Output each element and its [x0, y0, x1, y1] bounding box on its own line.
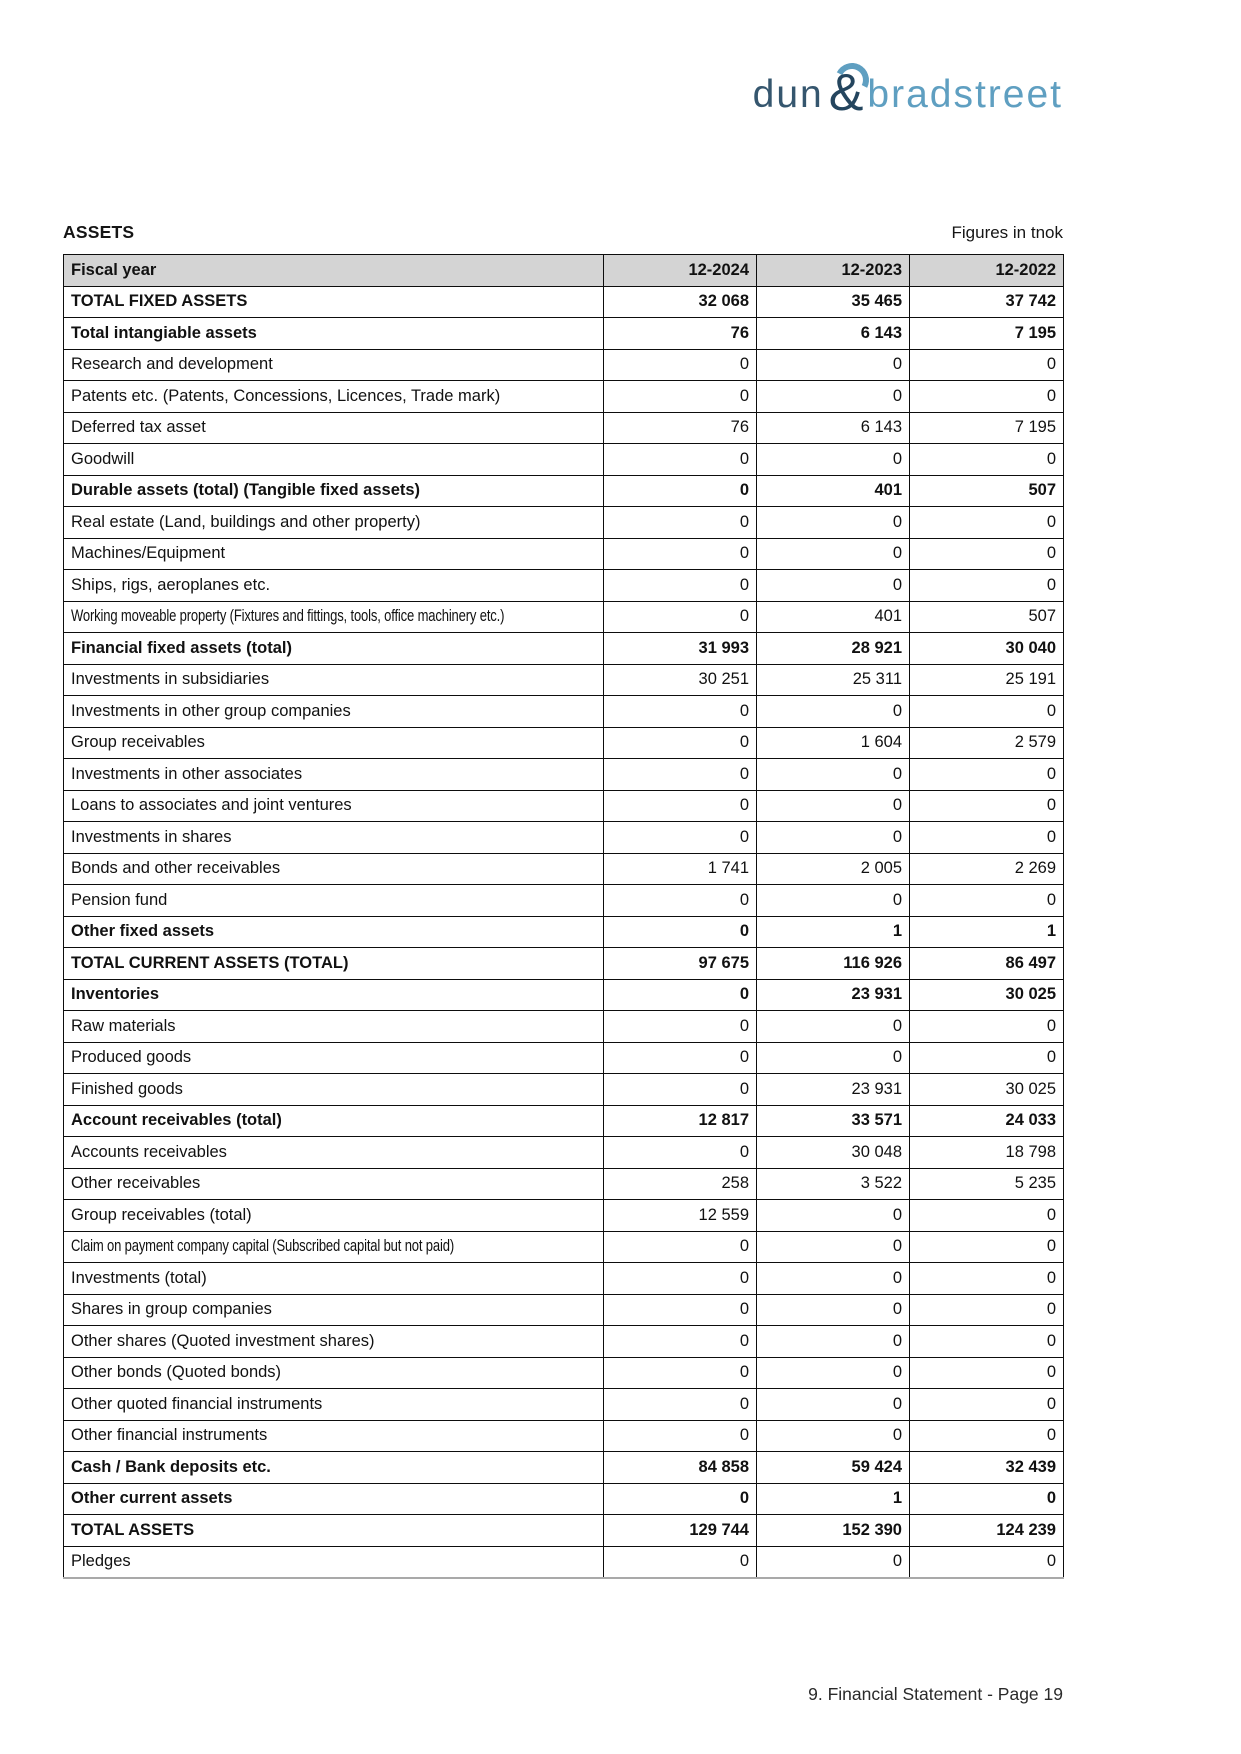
- row-label: TOTAL FIXED ASSETS: [71, 292, 248, 311]
- table-row: [64, 1168, 1064, 1200]
- row-value-2023: 401: [757, 475, 910, 507]
- row-label: Loans to associates and joint ventures: [71, 796, 352, 815]
- row-value-2022: 0: [910, 1011, 1064, 1043]
- logo-text-dun: dun: [752, 73, 824, 116]
- row-value-2024: 0: [604, 822, 757, 854]
- table-row: [64, 1357, 1064, 1389]
- table-row: [64, 1200, 1064, 1232]
- row-label: Cash / Bank deposits etc.: [71, 1457, 271, 1476]
- row-value-2022: 2 579: [910, 727, 1064, 759]
- table-row: [64, 1042, 1064, 1074]
- row-value-2024: 30 251: [604, 664, 757, 696]
- table-title-row: [63, 222, 1063, 243]
- row-value-2022: 0: [910, 1231, 1064, 1263]
- row-label: Investments in other group companies: [71, 701, 351, 720]
- table-row: [64, 538, 1064, 570]
- table-row: [64, 790, 1064, 822]
- row-value-2023: 0: [757, 696, 910, 728]
- row-value-2023: 0: [757, 381, 910, 413]
- row-label: Finished goods: [71, 1079, 183, 1098]
- row-value-2024: 0: [604, 444, 757, 476]
- row-value-2022: 37 742: [910, 286, 1064, 318]
- row-label: Durable assets (total) (Tangible fixed assets): [71, 481, 421, 500]
- row-value-2022: 2 269: [910, 853, 1064, 885]
- table-row: [64, 885, 1064, 917]
- row-value-2024: 0: [604, 570, 757, 602]
- row-value-2023: 59 424: [757, 1452, 910, 1484]
- row-value-2022: 0: [910, 696, 1064, 728]
- table-row: [64, 759, 1064, 791]
- row-value-2022: 0: [910, 444, 1064, 476]
- row-value-2022: 0: [910, 1420, 1064, 1452]
- row-value-2022: 25 191: [910, 664, 1064, 696]
- row-value-2022: 5 235: [910, 1168, 1064, 1200]
- assets-table-body: [64, 286, 1064, 1578]
- row-value-2024: 12 817: [604, 1105, 757, 1137]
- row-value-2024: 76: [604, 318, 757, 350]
- row-value-2022: 507: [910, 475, 1064, 507]
- row-value-2023: 0: [757, 444, 910, 476]
- row-value-2023: 1 604: [757, 727, 910, 759]
- row-value-2024: 0: [604, 538, 757, 570]
- logo-ampersand-icon: &: [828, 64, 864, 122]
- row-value-2022: 0: [910, 885, 1064, 917]
- row-value-2023: 0: [757, 1042, 910, 1074]
- row-label: Group receivables: [71, 733, 205, 752]
- row-value-2023: 3 522: [757, 1168, 910, 1200]
- row-label: Goodwill: [71, 449, 135, 468]
- table-header-row: [64, 255, 1064, 287]
- row-value-2024: 0: [604, 507, 757, 539]
- table-row: [64, 444, 1064, 476]
- row-value-2022: 7 195: [910, 412, 1064, 444]
- row-value-2023: 0: [757, 885, 910, 917]
- row-value-2023: 0: [757, 1294, 910, 1326]
- assets-table: [63, 254, 1064, 1579]
- table-row: [64, 381, 1064, 413]
- row-label: Other quoted financial instruments: [71, 1394, 323, 1413]
- table-row: [64, 853, 1064, 885]
- row-value-2024: 0: [604, 1420, 757, 1452]
- row-label: Group receivables (total): [71, 1205, 252, 1224]
- row-value-2022: 0: [910, 1263, 1064, 1295]
- row-value-2023: 23 931: [757, 1074, 910, 1106]
- row-value-2022: 0: [910, 1294, 1064, 1326]
- page-footer: [63, 1684, 1063, 1705]
- table-row: [64, 1105, 1064, 1137]
- row-value-2022: 86 497: [910, 948, 1064, 980]
- table-row: [64, 507, 1064, 539]
- row-value-2022: 30 040: [910, 633, 1064, 665]
- row-value-2022: 18 798: [910, 1137, 1064, 1169]
- column-header-fiscal-year: Fiscal year: [64, 255, 604, 287]
- table-row: [64, 1294, 1064, 1326]
- row-value-2023: 0: [757, 822, 910, 854]
- row-value-2023: 6 143: [757, 318, 910, 350]
- row-value-2024: 0: [604, 475, 757, 507]
- row-value-2024: 32 068: [604, 286, 757, 318]
- row-value-2022: 24 033: [910, 1105, 1064, 1137]
- row-label: Total intangiable assets: [71, 323, 257, 342]
- logo-text-bradstreet: bradstreet: [867, 73, 1063, 116]
- row-value-2024: 97 675: [604, 948, 757, 980]
- row-value-2023: 0: [757, 790, 910, 822]
- row-value-2023: 0: [757, 759, 910, 791]
- row-value-2024: 0: [604, 1074, 757, 1106]
- row-label: Working moveable property (Fixtures and fittings, tools, office machinery etc.): [71, 607, 505, 626]
- row-value-2022: 0: [910, 381, 1064, 413]
- row-value-2024: 0: [604, 1483, 757, 1515]
- row-value-2023: 1: [757, 1483, 910, 1515]
- row-value-2023: 23 931: [757, 979, 910, 1011]
- table-row: [64, 1420, 1064, 1452]
- row-value-2024: 0: [604, 885, 757, 917]
- row-value-2022: 0: [910, 1326, 1064, 1358]
- row-value-2024: 0: [604, 1231, 757, 1263]
- row-value-2022: 0: [910, 1200, 1064, 1232]
- row-value-2024: 0: [604, 1294, 757, 1326]
- row-value-2022: 0: [910, 1042, 1064, 1074]
- row-value-2023: 33 571: [757, 1105, 910, 1137]
- row-value-2023: 35 465: [757, 286, 910, 318]
- row-label: Other financial instruments: [71, 1426, 268, 1445]
- table-row: [64, 318, 1064, 350]
- row-label: Patents etc. (Patents, Concessions, Licences, Trade mark): [71, 386, 501, 405]
- row-value-2024: 0: [604, 1011, 757, 1043]
- table-row: [64, 1137, 1064, 1169]
- row-label: Other fixed assets: [71, 922, 215, 941]
- table-row: [64, 979, 1064, 1011]
- row-value-2023: 0: [757, 1263, 910, 1295]
- row-label: Other receivables: [71, 1174, 201, 1193]
- footer-page-label: 9. Financial Statement - Page 19: [808, 1684, 1063, 1704]
- row-value-2024: 0: [604, 1137, 757, 1169]
- row-value-2024: 0: [604, 696, 757, 728]
- row-value-2023: 0: [757, 1231, 910, 1263]
- row-value-2023: 0: [757, 1200, 910, 1232]
- row-value-2024: 0: [604, 1042, 757, 1074]
- row-label: Account receivables (total): [71, 1111, 282, 1130]
- table-row: [64, 822, 1064, 854]
- row-value-2023: 30 048: [757, 1137, 910, 1169]
- row-label: Pledges: [71, 1552, 131, 1570]
- row-label: Other current assets: [71, 1489, 233, 1508]
- row-value-2024: 0: [604, 1263, 757, 1295]
- row-value-2024: 0: [604, 1546, 757, 1578]
- column-header-2023: 12-2023: [757, 255, 910, 287]
- row-value-2023: 0: [757, 507, 910, 539]
- row-value-2022: 0: [910, 570, 1064, 602]
- row-value-2022: 0: [910, 759, 1064, 791]
- row-value-2024: 0: [604, 381, 757, 413]
- table-row: [64, 948, 1064, 980]
- row-value-2023: 1: [757, 916, 910, 948]
- row-label: Financial fixed assets (total): [71, 638, 292, 657]
- row-label: Investments in other associates: [71, 764, 303, 783]
- row-value-2023: 25 311: [757, 664, 910, 696]
- row-value-2022: 7 195: [910, 318, 1064, 350]
- table-row: [64, 1231, 1064, 1263]
- row-label: Ships, rigs, aeroplanes etc.: [71, 575, 271, 594]
- row-label: Produced goods: [71, 1048, 192, 1067]
- row-value-2024: 0: [604, 1357, 757, 1389]
- table-row: [64, 475, 1064, 507]
- row-value-2024: 76: [604, 412, 757, 444]
- row-label: Inventories: [71, 985, 160, 1004]
- row-value-2023: 0: [757, 1357, 910, 1389]
- table-row: [64, 633, 1064, 665]
- row-value-2023: 401: [757, 601, 910, 633]
- row-value-2022: 507: [910, 601, 1064, 633]
- row-value-2023: 152 390: [757, 1515, 910, 1547]
- unit-note: Figures in tnok: [951, 223, 1063, 242]
- table-row: [64, 1515, 1064, 1547]
- row-value-2022: 1: [910, 916, 1064, 948]
- row-value-2022: 30 025: [910, 1074, 1064, 1106]
- row-value-2024: 0: [604, 790, 757, 822]
- table-row: [64, 1483, 1064, 1515]
- row-value-2024: 12 559: [604, 1200, 757, 1232]
- row-label: Other shares (Quoted investment shares): [71, 1331, 375, 1350]
- row-value-2023: 0: [757, 570, 910, 602]
- row-value-2022: 0: [910, 1357, 1064, 1389]
- row-value-2024: 0: [604, 1389, 757, 1421]
- table-row: [64, 601, 1064, 633]
- row-label: Machines/Equipment: [71, 544, 226, 563]
- row-value-2023: 0: [757, 1011, 910, 1043]
- row-value-2022: 0: [910, 790, 1064, 822]
- row-value-2023: 0: [757, 1420, 910, 1452]
- row-label: Other bonds (Quoted bonds): [71, 1363, 282, 1382]
- row-label: Investments in shares: [71, 827, 232, 846]
- row-value-2023: 0: [757, 1389, 910, 1421]
- row-value-2024: 1 741: [604, 853, 757, 885]
- row-value-2024: 84 858: [604, 1452, 757, 1484]
- row-value-2024: 0: [604, 916, 757, 948]
- row-value-2023: 6 143: [757, 412, 910, 444]
- row-label: Pension fund: [71, 890, 168, 909]
- row-label: Deferred tax asset: [71, 418, 206, 437]
- row-value-2024: 0: [604, 349, 757, 381]
- row-label: Accounts receivables: [71, 1142, 227, 1161]
- row-value-2023: 28 921: [757, 633, 910, 665]
- table-row: [64, 1074, 1064, 1106]
- table-row: [64, 286, 1064, 318]
- table-row: [64, 1011, 1064, 1043]
- table-row: [64, 349, 1064, 381]
- row-value-2024: 129 744: [604, 1515, 757, 1547]
- table-row: [64, 916, 1064, 948]
- row-label: Real estate (Land, buildings and other property): [71, 512, 421, 531]
- row-value-2024: 0: [604, 979, 757, 1011]
- row-value-2022: 0: [910, 1483, 1064, 1515]
- row-value-2022: 0: [910, 1546, 1064, 1578]
- row-label: TOTAL CURRENT ASSETS (TOTAL): [71, 953, 349, 972]
- row-value-2024: 0: [604, 601, 757, 633]
- table-row: [64, 570, 1064, 602]
- table-row: [64, 1326, 1064, 1358]
- row-label: Investments in subsidiaries: [71, 670, 270, 689]
- row-value-2023: 2 005: [757, 853, 910, 885]
- table-row: [64, 1389, 1064, 1421]
- row-label: Research and development: [71, 355, 273, 374]
- row-value-2022: 32 439: [910, 1452, 1064, 1484]
- table-row: [64, 1546, 1064, 1578]
- row-label: TOTAL ASSETS: [71, 1520, 195, 1539]
- table-row: [64, 696, 1064, 728]
- row-label: Raw materials: [71, 1016, 176, 1035]
- row-value-2022: 0: [910, 507, 1064, 539]
- row-label: Investments (total): [71, 1268, 207, 1287]
- dun-bradstreet-logo: [752, 64, 1063, 122]
- row-value-2022: 0: [910, 538, 1064, 570]
- row-label: Shares in group companies: [71, 1300, 272, 1319]
- table-row: [64, 412, 1064, 444]
- row-value-2022: 0: [910, 822, 1064, 854]
- row-value-2024: 258: [604, 1168, 757, 1200]
- row-value-2023: 0: [757, 1546, 910, 1578]
- page-title: ASSETS: [63, 222, 135, 242]
- row-value-2024: 31 993: [604, 633, 757, 665]
- table-row: [64, 1452, 1064, 1484]
- row-label: Claim on payment company capital (Subscribed capital but not paid): [71, 1237, 455, 1256]
- row-value-2023: 0: [757, 1326, 910, 1358]
- table-row: [64, 1263, 1064, 1295]
- column-header-2024: 12-2024: [604, 255, 757, 287]
- row-value-2023: 116 926: [757, 948, 910, 980]
- row-label: Bonds and other receivables: [71, 859, 281, 878]
- row-value-2024: 0: [604, 759, 757, 791]
- row-value-2022: 124 239: [910, 1515, 1064, 1547]
- column-header-2022: 12-2022: [910, 255, 1064, 287]
- row-value-2024: 0: [604, 727, 757, 759]
- row-value-2022: 0: [910, 349, 1064, 381]
- table-row: [64, 727, 1064, 759]
- table-row: [64, 664, 1064, 696]
- row-value-2022: 30 025: [910, 979, 1064, 1011]
- row-value-2023: 0: [757, 349, 910, 381]
- row-value-2022: 0: [910, 1389, 1064, 1421]
- row-value-2023: 0: [757, 538, 910, 570]
- row-value-2024: 0: [604, 1326, 757, 1358]
